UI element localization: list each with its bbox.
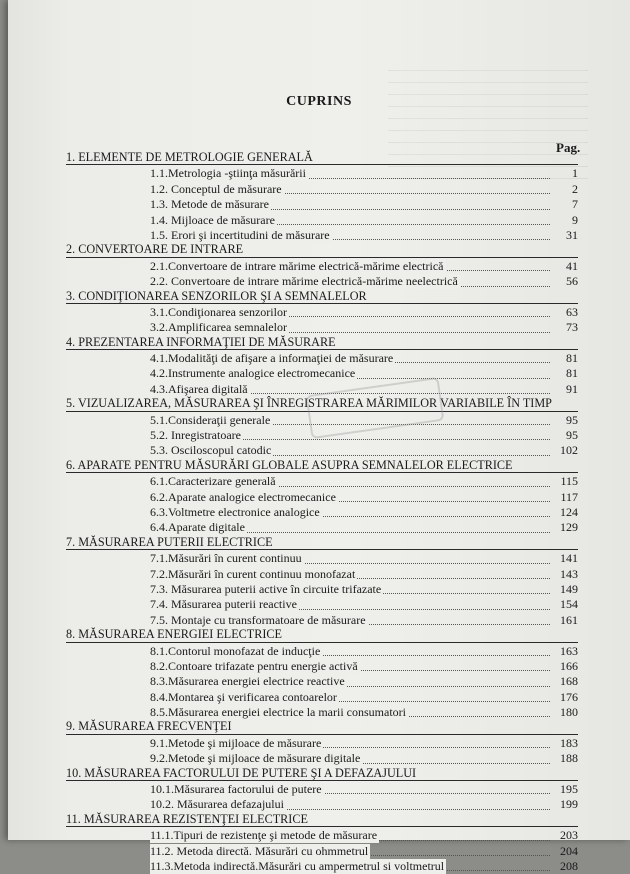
toc-entry-title: 9.1.Metode şi mijloace de măsurare: [150, 735, 322, 750]
toc-entry-page: 183: [560, 735, 578, 750]
toc-entry-title: 5.3. Osciloscopul catodic: [150, 443, 272, 458]
toc-entry-page: 102: [560, 443, 578, 458]
chapter-heading: [66, 289, 578, 304]
toc-entry-page: 31: [566, 227, 578, 242]
toc-entry-title: 4.2.Instrumente analogice electromecanice: [150, 366, 356, 381]
toc-entry-page: 41: [566, 258, 578, 273]
page-column-label: Pag.: [556, 140, 581, 155]
toc-entry-title: 3.2.Amplificarea semnalelor: [150, 320, 287, 335]
chapter-heading: [66, 812, 578, 827]
toc-entry-title: 10.1.Măsurarea factorului de putere: [150, 782, 322, 797]
toc-entry-title: 5.1.Consideraţii generale: [150, 412, 271, 427]
toc-entry: [66, 365, 578, 380]
toc-entry: [66, 519, 578, 534]
toc-entry-page: 91: [566, 381, 578, 396]
toc-entry-title: 1.5. Erori şi incertitudini de măsurare: [150, 227, 330, 242]
toc-entry: [66, 673, 578, 688]
toc-entry: [66, 735, 578, 750]
toc-entry: [66, 596, 578, 611]
chapter-heading: [66, 627, 578, 642]
toc-entry-title: 2.1.Convertoare de intrare mărime electrică-mărime electrică: [150, 258, 444, 273]
toc-entry-title: 1.1.Metrologia -ştiinţa măsurării: [150, 166, 306, 181]
chapter-heading: [66, 335, 578, 350]
toc-entry: [66, 843, 578, 858]
toc-entry-page: 166: [560, 658, 578, 673]
toc-entry-title: 8.5.Măsurarea energiei electrice la marii consumatori: [150, 705, 406, 720]
toc-entry-title: 3.1.Condiţionarea senzorilor: [150, 304, 287, 319]
toc-entry-page: 1: [572, 166, 578, 181]
toc-entry-title: 1.3. Metode de măsurare: [150, 197, 269, 212]
toc-entry-page: 203: [560, 828, 578, 843]
toc-entry: [66, 689, 578, 704]
toc-entry-page: 9: [572, 212, 578, 227]
toc-entry: [66, 858, 578, 873]
toc-entry-title: 7.1.Măsurări în curent continuu: [150, 551, 302, 566]
toc-entry-title: 4.3.Afişarea digitală: [150, 381, 248, 396]
toc-entry-page: 168: [560, 674, 578, 689]
chapter-heading: [66, 458, 578, 473]
toc-entry-title: 8.3.Măsurarea energiei electrice reactive: [150, 674, 345, 689]
toc-entry-page: 163: [560, 643, 578, 658]
toc-entry: [66, 319, 578, 334]
toc-entry-title: 6.1.Caracterizare generală: [150, 474, 276, 489]
toc-entry-title: 5.2. Inregistratoare: [150, 428, 241, 443]
toc-entry-title: 7.3. Măsurarea puterii active în circuite trifazate: [150, 581, 382, 596]
chapter-title: 6. APARATE PENTRU MĂSURĂRI GLOBALE ASUPRA SEMNALELOR ELECTRICE: [66, 457, 513, 472]
toc-entry-title: 11.3.Metoda indirectă.Măsurări cu ampermetrul si voltmetrul: [150, 858, 445, 873]
toc-entry-title: 6.4.Aparate digitale: [150, 520, 245, 535]
toc-entry-page: 208: [560, 858, 578, 873]
toc-entry: [66, 581, 578, 596]
toc-entry: [66, 196, 578, 211]
toc-entry-title: 10.2. Măsurarea defazajului: [150, 797, 284, 812]
chapter-heading: [66, 535, 578, 550]
chapter-title: 1. ELEMENTE DE METROLOGIE GENERALĂ: [66, 150, 313, 164]
toc-entry-page: 149: [560, 581, 578, 596]
toc-entry: [66, 473, 578, 488]
toc-entry: [66, 227, 578, 242]
toc-entry-page: 154: [560, 597, 578, 612]
toc-entry: [66, 181, 578, 196]
toc-entry-title: 9.2.Metode şi mijloace de măsurare digitale: [150, 751, 361, 766]
toc-entry-page: 81: [566, 351, 578, 366]
toc-entry: [66, 504, 578, 519]
toc-entry-title: 6.3.Voltmetre electronice analogice: [150, 504, 320, 519]
toc-entry-page: 141: [560, 551, 578, 566]
toc-entry-page: 143: [560, 566, 578, 581]
toc-entry-title: 11.2. Metoda directă. Măsurări cu ohmmetrul: [150, 843, 369, 858]
toc-entry-page: 188: [560, 751, 578, 766]
toc-entry: [66, 612, 578, 627]
chapter-heading: [66, 719, 578, 734]
toc-entry-page: 117: [560, 489, 578, 504]
chapter-heading: [66, 150, 578, 165]
toc-entry: [66, 350, 578, 365]
toc-entry: [66, 550, 578, 565]
chapter-title: 3. CONDIŢIONAREA SENZORILOR ŞI A SEMNALELOR: [66, 288, 367, 303]
toc-entry-page: 81: [566, 366, 578, 381]
toc-entry-title: 8.1.Contorul monofazat de inducţie: [150, 643, 321, 658]
toc-entry-title: 11.1.Tipuri de rezistenţe şi metode de măsurare: [150, 828, 378, 843]
toc-entry: [66, 750, 578, 765]
toc-entry-page: 63: [566, 304, 578, 319]
toc-entry: [66, 566, 578, 581]
toc-entry-page: 161: [560, 612, 578, 627]
chapter-title: 11. MĂSURAREA REZISTENŢEI ELECTRICE: [66, 811, 308, 826]
book-page: [8, 0, 630, 873]
chapter-title: 4. PREZENTAREA INFORMAŢIEI DE MĂSURARE: [66, 334, 336, 349]
page-title: CUPRINS: [286, 94, 352, 109]
toc-entry: [66, 165, 578, 180]
toc-entry-page: 95: [566, 412, 578, 427]
toc-entry: [66, 304, 578, 319]
toc-entry-page: 176: [560, 689, 578, 704]
toc-entry-title: 6.2.Aparate analogice electromecanice: [150, 489, 336, 504]
toc-entry-page: 124: [560, 504, 578, 519]
toc-entry-page: 115: [560, 474, 578, 489]
toc-entry-title: 8.2.Contoare trifazate pentru energie activă: [150, 658, 358, 673]
toc-entry-page: 204: [560, 843, 578, 858]
chapter-title: 10. MĂSURAREA FACTORULUI DE PUTERE ŞI A DEFAZAJULUI: [66, 765, 417, 780]
chapter-heading: [66, 242, 578, 257]
table-of-contents: [66, 150, 578, 873]
toc-entry-page: 180: [560, 705, 578, 720]
toc-entry-title: 8.4.Montarea şi verificarea contoarelor: [150, 689, 337, 704]
toc-entry-page: 56: [566, 274, 578, 289]
toc-entry: [66, 781, 578, 796]
toc-entry-page: 129: [560, 520, 578, 535]
toc-entry: [66, 273, 578, 288]
toc-entry-title: 2.2. Convertoare de intrare mărime electrică-mărime neelectrică: [150, 274, 458, 289]
toc-entry-title: 1.4. Mijloace de măsurare: [150, 212, 275, 227]
toc-entry-title: 7.2.Măsurări în curent continuu monofazat: [150, 566, 356, 581]
toc-entry: [66, 827, 578, 842]
chapter-heading: [66, 766, 578, 781]
toc-entry-page: 95: [566, 428, 578, 443]
toc-entry: [66, 212, 578, 227]
chapter-title: 5. VIZUALIZAREA, MĂSURAREA ŞI ÎNREGISTRAREA MĂRIMILOR VARIABILE ÎN TIMP: [66, 396, 552, 411]
toc-entry: [66, 258, 578, 273]
toc-entry: [66, 643, 578, 658]
toc-entry: [66, 658, 578, 673]
toc-entry-title: 4.1.Modalităţi de afişare a informaţiei de măsurare: [150, 351, 394, 366]
toc-entry: [66, 704, 578, 719]
toc-entry: [66, 489, 578, 504]
toc-entry-page: 195: [560, 782, 578, 797]
toc-entry-page: 73: [566, 320, 578, 335]
toc-entry-title: 7.5. Montaje cu transformatoare de măsurare: [150, 612, 366, 627]
chapter-title: 2. CONVERTOARE DE INTRARE: [66, 242, 244, 257]
chapter-title: 9. MĂSURAREA FRECVENŢEI: [66, 719, 232, 734]
toc-entry-title: 7.4. Măsurarea puterii reactive: [150, 597, 297, 612]
toc-entry: [66, 442, 578, 457]
toc-entry-page: 199: [560, 797, 578, 812]
toc-entry-page: 7: [572, 197, 578, 212]
chapter-title: 7. MĂSURAREA PUTERII ELECTRICE: [66, 534, 273, 549]
toc-entry-title: 1.2. Conceptul de măsurare: [150, 181, 282, 196]
toc-entry: [66, 796, 578, 811]
toc-entry-page: 2: [572, 181, 578, 196]
chapter-title: 8. MĂSURAREA ENERGIEI ELECTRICE: [66, 627, 282, 642]
